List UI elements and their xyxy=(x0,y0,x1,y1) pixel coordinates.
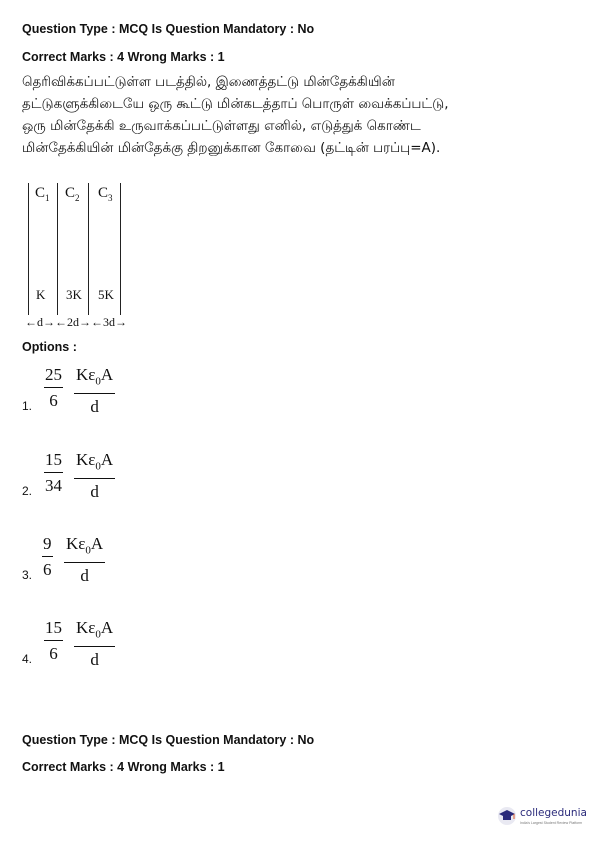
dielectric-label-1: K xyxy=(36,287,46,302)
marks-header: Correct Marks : 4 Wrong Marks : 1 xyxy=(22,50,225,64)
logo-tagline: India's Largest Student Review Platform xyxy=(520,821,583,825)
coefficient-fraction: $\frac{9}{6}$ xyxy=(43,534,52,579)
plate-left xyxy=(28,183,29,315)
option-number: 3. xyxy=(22,568,33,582)
option-number: 2. xyxy=(22,484,33,498)
plate-right xyxy=(120,183,121,315)
option-1[interactable] xyxy=(22,365,142,415)
distance-labels: ←d→←2d→←3d→ xyxy=(25,315,127,329)
options-heading: Options : xyxy=(22,340,77,354)
logo-name: collegedunia xyxy=(520,807,587,819)
option-number: 4. xyxy=(22,652,33,666)
option-4[interactable] xyxy=(22,618,142,668)
expression-fraction: $\frac{K\varepsilon_0A}{d}$ xyxy=(76,450,114,502)
question-text: தெரிவிக்கப்பட்டுள்ள படத்தில், இணைத்தட்டு மின்தேக்கியின் தட்டுகளுக்கிடையே ஒரு கூட்டு மின்கடத்தாப் பொருள் வைக்கப்பட்டு, ஒரு மின்தேக்கி உருவாக்கப்பட்டுள்ளது எனில், எடுத்துக் கொண்ட மின்தேக்கியின் மின்தேக்கு திறனுக்கான கோவை (தட்டின் பரப்பு=A). xyxy=(22,74,449,156)
option-number: 1. xyxy=(22,399,33,413)
dielectric-label-3: 5K xyxy=(98,287,114,302)
plate-divider-1 xyxy=(57,183,58,315)
plate-divider-2 xyxy=(88,183,89,315)
coefficient-fraction: $\frac{15}{6}$ xyxy=(45,618,62,663)
expression-fraction: $\frac{K\varepsilon_0A}{d}$ xyxy=(76,618,114,670)
question-type-header: Question Type : MCQ Is Question Mandatory : No xyxy=(22,22,315,36)
capacitor-label-1: $C_1$ xyxy=(35,185,50,203)
graduation-cap-icon xyxy=(497,806,517,826)
capacitor-label-3: $C_3$ xyxy=(98,185,113,203)
expression-fraction: $\frac{K\varepsilon_0A}{d}$ xyxy=(66,534,104,586)
dielectric-label-2: 3K xyxy=(66,287,82,302)
expression-fraction: $\frac{K\varepsilon_0A}{d}$ xyxy=(76,365,114,417)
capacitor-figure xyxy=(22,183,132,333)
option-3[interactable] xyxy=(22,534,142,584)
option-2[interactable] xyxy=(22,450,142,500)
marks-header: Correct Marks : 4 Wrong Marks : 1 xyxy=(22,760,225,774)
coefficient-fraction: $\frac{15}{34}$ xyxy=(45,450,62,495)
collegedunia-logo xyxy=(497,804,593,830)
question-type-header: Question Type : MCQ Is Question Mandatory : No xyxy=(22,733,315,747)
capacitor-label-2: $C_2$ xyxy=(65,185,80,203)
coefficient-fraction: $\frac{25}{6}$ xyxy=(45,365,62,410)
